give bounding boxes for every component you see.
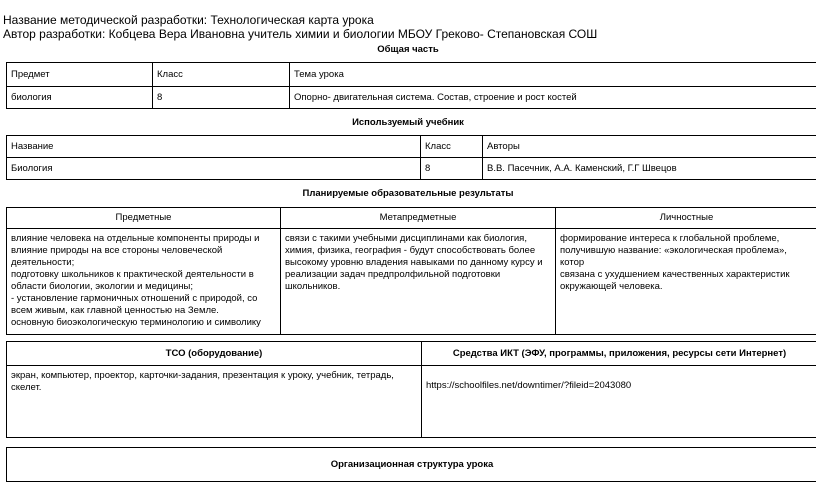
textbook-name-value: Биология xyxy=(7,158,421,180)
textbook-authors-value: В.В. Пасечник, А.А. Каменский, Г.Г Швецов xyxy=(483,158,816,180)
subject-results-header: Предметные xyxy=(7,208,281,229)
subject-results-text: влияние человека на отдельные компоненты природы и влияние природы на все стороны человеческой деятельности; подготовку школьников к практической деятельности в области биологии, экологии и медицины; - установление гармоничных отношений с природой, со всем живым, как главной ценностью на Земле. основную биоэкологическую терминологию и символику xyxy=(7,229,281,335)
grade-header: Класс xyxy=(153,63,290,87)
textbook-grade-value: 8 xyxy=(421,158,483,180)
textbook-section-title: Используемый учебник xyxy=(352,117,464,128)
results-section-title: Планируемые образовательные результаты xyxy=(302,188,514,199)
topic-header: Тема урока xyxy=(290,63,816,87)
general-table xyxy=(6,62,816,109)
textbook-name-header: Название xyxy=(7,136,421,158)
tso-header: ТСО (оборудование) xyxy=(7,342,422,366)
textbook-table xyxy=(6,135,816,180)
results-table xyxy=(6,207,816,335)
general-section-title: Общая часть xyxy=(377,44,439,55)
structure-title: Организационная структура урока xyxy=(7,448,816,482)
meta-results-text: связи с такими учебными дисциплинами как биология, химия, физика, география - будут способствовать более высокому уровню владения навыками по данному курсу и реализации задач предпролфильной подготовки школьников. xyxy=(281,229,556,335)
subject-value: биология xyxy=(7,87,153,109)
ikt-link[interactable]: https://schoolfiles.net/downtimer/?fileid=2043080 xyxy=(422,366,816,438)
textbook-grade-header: Класс xyxy=(421,136,483,158)
structure-table xyxy=(6,447,816,482)
personal-results-text: формирование интереса к глобальной проблеме, получившую название: «экологическая проблема», котор связана с ухудшением качественных характеристик окружающей человека. xyxy=(556,229,816,335)
ikt-header: Средства ИКТ (ЭФУ, программы, приложения, ресурсы сети Интернет) xyxy=(422,342,816,366)
textbook-authors-header: Авторы xyxy=(483,136,816,158)
meta-results-header: Метапредметные xyxy=(281,208,556,229)
subject-header: Предмет xyxy=(7,63,153,87)
tso-value: экран, компьютер, проектор, карточки-задания, презентация к уроку, учебник, тетрадь, скелет. xyxy=(7,366,422,438)
author-line: Автор разработки: Кобцева Вера Ивановна учитель химии и биологии МБОУ Греково- Степановская СОШ xyxy=(3,27,598,41)
grade-value: 8 xyxy=(153,87,290,109)
method-title: Название методической разработки: Технологическая карта урока xyxy=(3,13,374,27)
tools-table xyxy=(6,341,816,438)
topic-value: Опорно- двигательная система. Состав, строение и рост костей xyxy=(290,87,816,109)
personal-results-header: Личностные xyxy=(556,208,816,229)
